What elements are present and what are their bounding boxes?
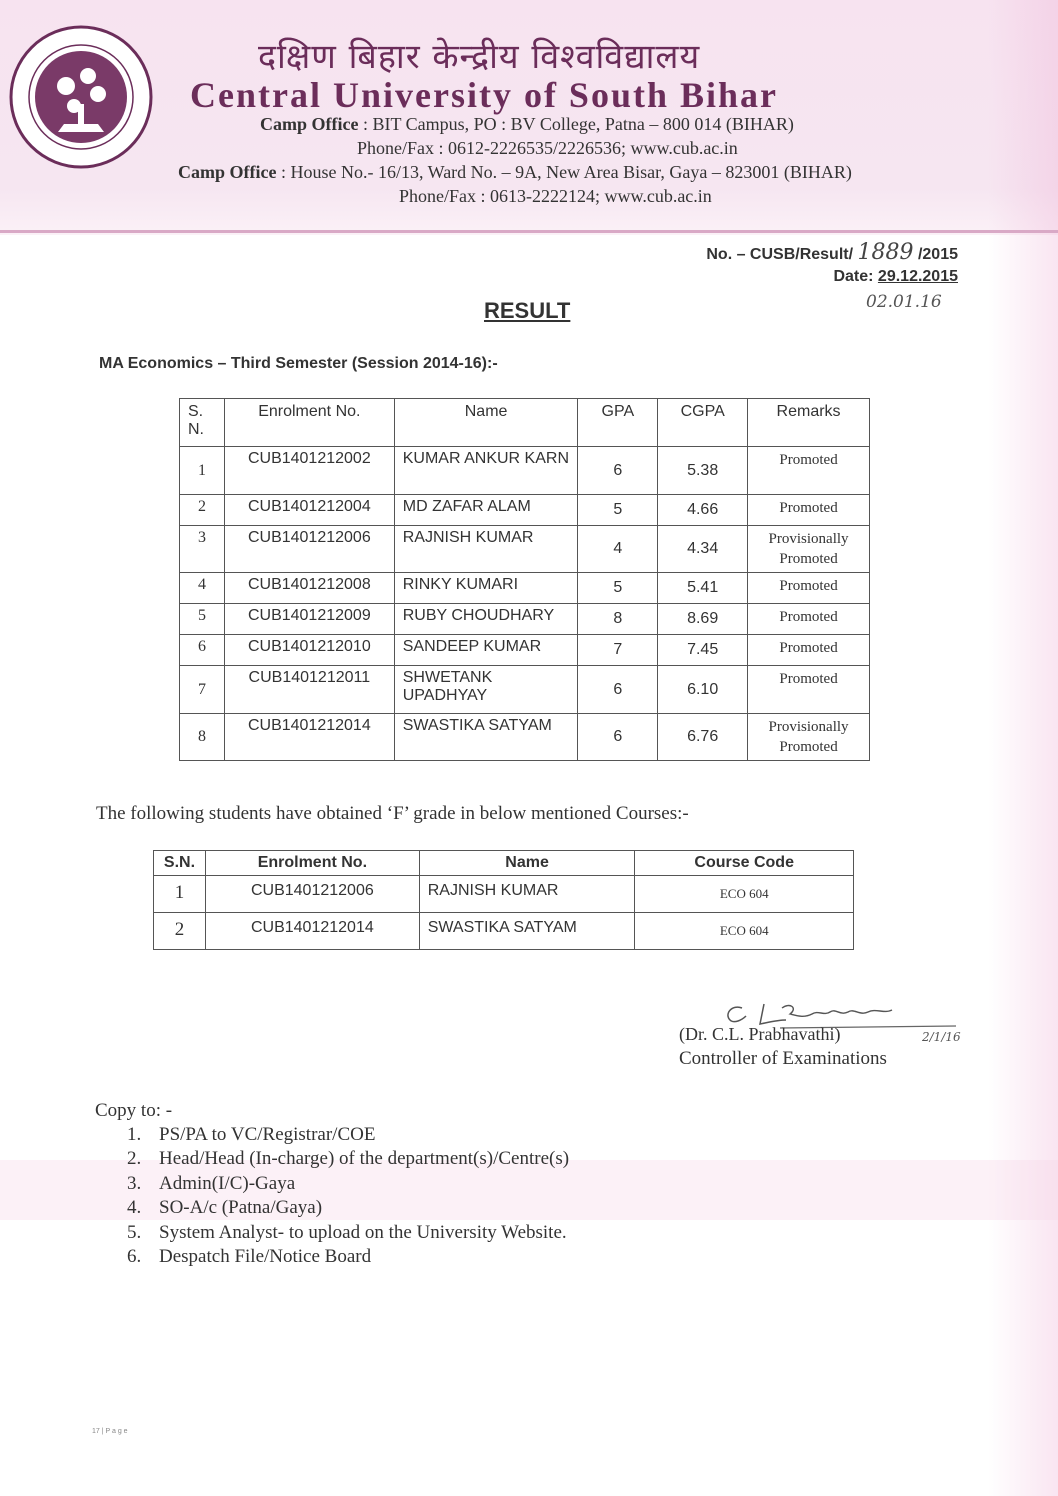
reference-number <box>706 240 958 265</box>
table-row <box>180 714 870 761</box>
cell-remarks: Promoted <box>748 495 870 526</box>
cell-sn: 1 <box>154 876 206 913</box>
cell-name: RUBY CHOUDHARY <box>394 604 578 635</box>
list-item-text: Admin(I/C)-Gaya <box>159 1172 296 1194</box>
list-item <box>127 1173 569 1197</box>
cell-enrolment: CUB1401212006 <box>205 876 419 913</box>
list-item <box>127 1246 569 1270</box>
cell-remarks: Promoted <box>748 666 870 714</box>
issue-date <box>833 268 958 286</box>
cell-remarks: Promoted <box>748 573 870 604</box>
cell-gpa: 8 <box>578 604 658 635</box>
cell-enrolment: CUB1401212008 <box>224 573 394 604</box>
list-item-text: SO-A/c (Patna/Gaya) <box>159 1197 323 1219</box>
cell-remarks: Provisionally Promoted <box>748 526 870 573</box>
camp-office-patna-phone: Phone/Fax : 0612-2226535/2226536; www.cub.ac.in <box>357 138 738 158</box>
fail-grade-intro: The following students have obtained ‘F’ grade in below mentioned Courses:- <box>96 803 689 824</box>
copy-to-list <box>127 1124 569 1270</box>
cell-remarks: Promoted <box>748 635 870 666</box>
cell-sn: 4 <box>180 573 225 604</box>
signatory-handwritten-date: 2/1/16 <box>922 1030 961 1044</box>
signatory-title: Controller of Examinations <box>679 1048 887 1069</box>
cell-gpa: 5 <box>578 495 658 526</box>
table-row <box>154 913 854 950</box>
table-row <box>180 573 870 604</box>
cell-gpa: 7 <box>578 635 658 666</box>
list-item <box>127 1222 569 1246</box>
header-remarks: Remarks <box>748 399 870 447</box>
cell-name: MD ZAFAR ALAM <box>394 495 578 526</box>
handwritten-date: 02.01.16 <box>866 292 942 312</box>
cell-course-code: ECO 604 <box>635 913 854 950</box>
date-label: Date: <box>833 268 874 285</box>
reference-suffix: /2015 <box>917 246 958 263</box>
cell-name: RAJNISH KUMAR <box>419 876 635 913</box>
result-header-row <box>180 399 870 447</box>
header-name: Name <box>394 399 578 447</box>
cell-name: RINKY KUMARI <box>394 573 578 604</box>
list-item-text: Head/Head (In-charge) of the department(s)/Centre(s) <box>159 1148 570 1170</box>
cell-sn: 3 <box>180 526 225 573</box>
cell-enrolment: CUB1401212006 <box>224 526 394 573</box>
cell-enrolment: CUB1401212010 <box>224 635 394 666</box>
cell-sn: 1 <box>180 447 225 495</box>
reference-handwritten-number: 1889 <box>857 240 914 265</box>
cell-gpa: 5 <box>578 573 658 604</box>
camp-office-address: : House No.- 16/13, Ward No. – 9A, New Area Bisar, Gaya – 823001 (BIHAR) <box>280 162 852 182</box>
list-item-number: 2. <box>127 1148 142 1170</box>
cell-cgpa: 5.41 <box>658 573 748 604</box>
cell-sn: 5 <box>180 604 225 635</box>
list-item-number: 6. <box>127 1245 142 1267</box>
university-name-english: Central University of South Bihar <box>190 75 778 115</box>
page-mark: 17 | P a g e <box>92 1428 128 1435</box>
cell-enrolment: CUB1401212002 <box>224 447 394 495</box>
result-subtitle: MA Economics – Third Semester (Session 2014-16):- <box>99 355 498 372</box>
header-gpa: GPA <box>578 399 658 447</box>
table-row <box>180 495 870 526</box>
cell-remarks: Promoted <box>748 447 870 495</box>
edge-tint <box>988 0 1058 1496</box>
camp-office-gaya-phone: Phone/Fax : 0613-2222124; www.cub.ac.in <box>399 186 712 206</box>
cell-name: SHWETANK UPADHYAY <box>394 666 578 714</box>
table-row <box>180 526 870 573</box>
cell-enrolment: CUB1401212014 <box>205 913 419 950</box>
list-item <box>127 1197 569 1221</box>
date-value: 29.12.2015 <box>877 268 958 285</box>
list-item-text: PS/PA to VC/Registrar/COE <box>159 1124 376 1145</box>
cell-remarks: Provisionally Promoted <box>748 714 870 761</box>
cell-sn: 8 <box>180 714 225 761</box>
cell-cgpa: 6.10 <box>658 666 748 714</box>
list-item <box>127 1148 569 1172</box>
list-item-number: 3. <box>127 1172 142 1194</box>
table-row <box>180 635 870 666</box>
cell-name: RAJNISH KUMAR <box>394 526 578 573</box>
cell-course-code: ECO 604 <box>635 876 854 913</box>
cell-name: KUMAR ANKUR KARN <box>394 447 578 495</box>
cell-sn: 2 <box>154 913 206 950</box>
header-enrolment: Enrolment No. <box>205 851 419 876</box>
university-logo-icon <box>8 24 154 170</box>
header-enrolment: Enrolment No. <box>224 399 394 447</box>
cell-enrolment: CUB1401212014 <box>224 714 394 761</box>
copy-to-label: Copy to: - <box>95 1100 173 1121</box>
cell-sn: 6 <box>180 635 225 666</box>
cell-gpa: 6 <box>578 666 658 714</box>
university-name-hindi: दक्षिण बिहार केन्द्रीय विश्वविद्यालय <box>258 37 701 77</box>
camp-office-label: Camp Office <box>178 162 277 182</box>
result-table <box>179 398 870 761</box>
cell-enrolment: CUB1401212011 <box>224 666 394 714</box>
list-item <box>127 1124 569 1148</box>
cell-sn: 7 <box>180 666 225 714</box>
signatory-name: (Dr. C.L. Prabhavathi) <box>679 1024 841 1044</box>
cell-gpa: 4 <box>578 526 658 573</box>
fail-grade-table <box>153 850 854 950</box>
cell-gpa: 6 <box>578 714 658 761</box>
camp-office-patna <box>260 114 794 135</box>
cell-cgpa: 8.69 <box>658 604 748 635</box>
header-name: Name <box>419 851 635 876</box>
list-item-number: 4. <box>127 1197 142 1219</box>
list-item-text: System Analyst- to upload on the University Website. <box>159 1221 567 1243</box>
reference-prefix: No. – CUSB/Result/ <box>706 246 854 263</box>
header-cgpa: CGPA <box>658 399 748 447</box>
cell-name: SWASTIKA SATYAM <box>419 913 635 950</box>
header-course-code: Course Code <box>635 851 854 876</box>
cell-enrolment: CUB1401212009 <box>224 604 394 635</box>
list-item-number: 5. <box>127 1221 142 1243</box>
list-item-number: 1. <box>127 1124 142 1145</box>
camp-office-gaya <box>178 162 852 183</box>
table-row <box>154 876 854 913</box>
cell-cgpa: 6.76 <box>658 714 748 761</box>
header-sn: S. N. <box>180 399 225 447</box>
table-row <box>180 666 870 714</box>
cell-name: SANDEEP KUMAR <box>394 635 578 666</box>
table-row <box>180 447 870 495</box>
header-sn: S.N. <box>154 851 206 876</box>
cell-gpa: 6 <box>578 447 658 495</box>
cell-cgpa: 4.34 <box>658 526 748 573</box>
cell-enrolment: CUB1401212004 <box>224 495 394 526</box>
cell-remarks: Promoted <box>748 604 870 635</box>
cell-cgpa: 7.45 <box>658 635 748 666</box>
cell-cgpa: 4.66 <box>658 495 748 526</box>
cell-cgpa: 5.38 <box>658 447 748 495</box>
camp-office-address: : BIT Campus, PO : BV College, Patna – 800 014 (BIHAR) <box>362 114 794 134</box>
camp-office-label: Camp Office <box>260 114 359 134</box>
header-divider <box>0 230 1058 233</box>
cell-sn: 2 <box>180 495 225 526</box>
result-title: RESULT <box>484 298 571 323</box>
fail-header-row <box>154 851 854 876</box>
list-item-text: Despatch File/Notice Board <box>159 1245 372 1267</box>
cell-name: SWASTIKA SATYAM <box>394 714 578 761</box>
table-row <box>180 604 870 635</box>
